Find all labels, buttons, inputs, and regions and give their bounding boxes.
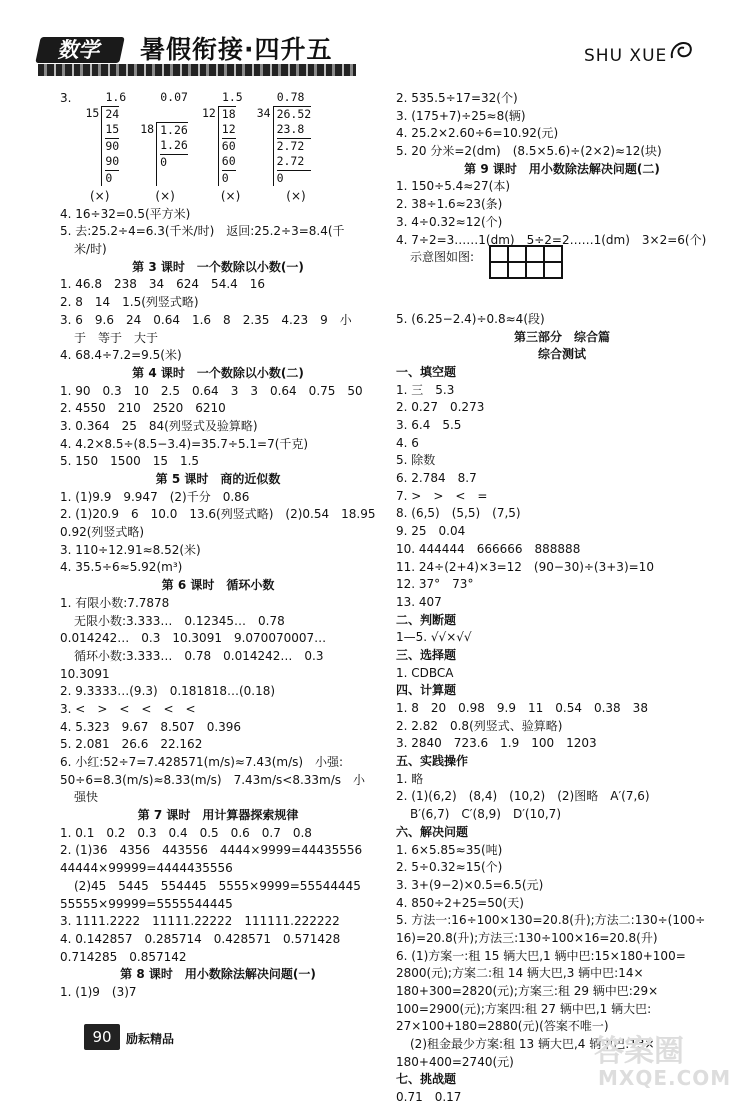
answer-line: 0.714285 0.857142 <box>60 949 187 964</box>
answer-line: 米/时) <box>74 242 107 257</box>
answer-line: 6. 2.784 8.7 <box>396 471 477 486</box>
section-heading: 五、实践操作 <box>396 754 469 769</box>
swirl-icon <box>668 38 694 64</box>
answer-line: 3. 110÷12.91≈8.52(米) <box>60 542 201 557</box>
division-step: 90 <box>105 154 119 171</box>
answer-line: 1. 三 5.3 <box>396 382 455 397</box>
answer-line: 2. (1)20.9 6 10.0 13.6(列竖式略) (2)0.54 18.95 <box>60 507 376 522</box>
division-step: 15 <box>105 122 119 139</box>
section-heading: 四、计算题 <box>396 683 457 698</box>
answer-line: 3. 6.4 5.5 <box>396 418 462 432</box>
section-heading: 三、选择题 <box>396 647 457 662</box>
long-division <box>85 90 126 186</box>
check-mark: (×) <box>286 189 306 203</box>
answer-line: 55555×99999=5555544445 <box>60 896 233 911</box>
answer-line: 3. 3+(9−2)×0.5=6.5(元) <box>396 877 544 892</box>
answer-line: 3. 2840 723.6 1.9 100 1203 <box>396 736 597 751</box>
answer-line: 180+300=2820(元);方案三:租 29 辆中巴:29× <box>396 984 659 998</box>
answer-line: 180+400=2740(元) <box>396 1054 514 1069</box>
subject-badge: 数学 <box>35 37 125 63</box>
division-step: 2.72 <box>277 154 312 171</box>
answer-line: 7. > > < = <box>396 488 488 503</box>
answer-line: 4. 850÷2+25=50(天) <box>396 895 524 910</box>
answer-line: 4. 4.2×8.5÷(8.5−3.4)=35.7÷5.1=7(千克) <box>60 436 309 451</box>
division-step: 0 <box>105 170 113 185</box>
section-heading: 一、填空题 <box>396 364 457 379</box>
division-step: 26.52 <box>276 106 312 121</box>
page-header <box>0 0 750 82</box>
answer-line: 10. 444444 666666 888888 <box>396 541 581 556</box>
answer-line: 1. 46.8 238 34 624 54.4 16 <box>60 277 266 292</box>
section-heading: 二、判断题 <box>396 612 457 627</box>
long-division <box>140 90 188 186</box>
answer-line: 9. 25 0.04 <box>396 524 466 539</box>
quotient: 1.6 <box>105 90 127 104</box>
book-title: 暑假衔接·四升五 <box>140 35 333 64</box>
answer-line: 2. 535.5÷17=32(个) <box>396 91 518 105</box>
section-heading: 综合测试 <box>537 347 586 362</box>
answer-line: 于 等于 大于 <box>74 330 159 345</box>
left-column <box>60 90 376 1002</box>
answer-line: 6. (1)方案一:租 15 辆大巴,1 辆中巴:15×180+100= <box>396 948 686 963</box>
answer-line: 1. (1)9 (3)7 <box>60 984 137 999</box>
answer-line: 1. 150÷5.4≈27(本) <box>396 179 510 194</box>
answer-line: 2. 4550 210 2520 6210 <box>60 401 226 416</box>
answer-line: 5. 20 分米=2(dm) (8.5×5.6)÷(2×2)≈12(块) <box>396 144 662 159</box>
answer-line: 1. 略 <box>396 771 424 786</box>
watermark-text: 答案圈 <box>594 1034 684 1069</box>
division-step: 18 <box>221 106 236 121</box>
answer-line: 3. 6 9.6 24 0.64 1.6 8 2.35 4.23 9 小 <box>60 312 352 327</box>
answer-line: 4. 68.4÷7.2=9.5(米) <box>60 348 182 363</box>
divisor: 15 <box>85 105 100 120</box>
answer-line: 示意图如图: <box>410 250 475 265</box>
answer-line: 2. (1)36 4356 443556 4444×9999=44435556 <box>60 843 363 858</box>
check-mark: (×) <box>220 189 241 203</box>
answer-line: 1. 6×5.85≈35(吨) <box>396 842 503 857</box>
answer-line: 3. 0.364 25 84(列竖式及验算略) <box>60 418 258 433</box>
subject-pinyin: SHU XUE <box>584 46 668 66</box>
answer-line: 4. 7÷2=3……1(dm) 5÷2=2……1(dm) 3×2=6(个) <box>396 232 707 247</box>
division-step: 1.26 <box>160 138 188 155</box>
section-heading: 第 6 课时 循环小数 <box>161 578 275 593</box>
division-step: 60 <box>222 154 236 171</box>
answer-line: 5. 方法一:16÷100×130=20.8(升);方法二:130÷(100÷ <box>396 913 706 928</box>
answer-line: 1. CDBCA <box>396 665 454 680</box>
answer-line: 0.92(列竖式略) <box>60 525 145 540</box>
check-mark: (×) <box>90 189 110 203</box>
answer-line: 3. < > < < < < <box>60 701 196 716</box>
quotient: 1.5 <box>221 90 243 104</box>
answer-line: 4. 5.323 9.67 8.507 0.396 <box>60 719 242 734</box>
divisor: 12 <box>201 105 216 120</box>
answer-line: 无限小数:3.333… 0.12345… 0.78 <box>74 613 285 628</box>
answer-line: 12. 37° 73° <box>396 577 474 592</box>
answer-line: 4. 0.142857 0.285714 0.428571 0.571428 <box>60 931 341 946</box>
grid-diagram <box>489 245 563 279</box>
answer-line: 5. 150 1500 15 1.5 <box>60 454 200 469</box>
answer-line: 循环小数:3.333… 0.78 0.014242… 0.3 <box>74 648 324 663</box>
quotient: 0.78 <box>276 90 305 104</box>
division-step: 1.26 <box>160 122 188 137</box>
answer-line: 2. (1)(6,2) (8,4) (10,2) (2)图略 A′(7,6) <box>396 789 650 804</box>
division-step: 2.72 <box>276 138 305 153</box>
answer-line: (2)45 5445 554445 5555×9999=55544445 <box>74 878 361 893</box>
answer-line: 13. 407 <box>396 594 442 609</box>
answer-line: 5. (6.25−2.4)÷0.8≈4(段) <box>396 311 545 326</box>
long-division <box>257 90 311 186</box>
long-division-row <box>60 90 376 186</box>
answer-line: 5. 去:25.2÷4=6.3(千米/时) 返回:25.2÷3=8.4(千 <box>60 224 345 239</box>
check-mark: (×) <box>155 189 175 203</box>
answer-line: 0.71 0.17 <box>396 1090 462 1105</box>
quotient: 0.07 <box>160 90 188 104</box>
section-heading: 第 5 课时 商的近似数 <box>155 472 281 486</box>
answer-line: 2. 0.27 0.273 <box>396 400 485 415</box>
section-heading: 第 9 课时 用小数除法解决问题(二) <box>464 161 660 176</box>
division-step: 23.8 <box>277 122 312 139</box>
division-step: 0 <box>221 170 229 185</box>
answer-line: 27×100+180=2880(元)(答案不唯一) <box>396 1019 609 1034</box>
answer-line: B′(6,7) C′(8,9) D′(10,7) <box>410 807 562 822</box>
answer-line: 1—5. √√×√√ <box>396 630 472 645</box>
answer-line: 100=2900(元);方案四:租 27 辆中巴,1 辆大巴: <box>396 1001 652 1016</box>
footer-brand: 励耘精品 <box>126 1032 175 1046</box>
answer-line: 2. 8 14 1.5(列竖式略) <box>60 295 199 310</box>
answer-line: 强快 <box>74 790 99 805</box>
answer-line: 2800(元);方案二:租 14 辆大巴,3 辆中巴:14× <box>396 966 644 981</box>
answer-line: 5. 除数 <box>396 453 436 468</box>
answer-line: 3. 1111.2222 11111.22222 111111.222222 <box>60 914 340 929</box>
answer-line: 8. (6,5) (5,5) (7,5) <box>396 506 521 521</box>
division-step: 12 <box>222 122 236 139</box>
watermark-url: MXQE.COM <box>598 1066 732 1090</box>
answer-line: 6. 小红:52÷7=7.428571(m/s)≈7.43(m/s) 小强: <box>60 755 344 769</box>
division-step: 60 <box>221 138 236 153</box>
answer-line: 5. 2.081 26.6 22.162 <box>60 737 203 752</box>
division-step: 90 <box>105 138 120 153</box>
section-heading: 第 3 课时 一个数除以小数(一) <box>132 259 304 274</box>
answer-line: 4. 6 <box>396 435 419 450</box>
right-column <box>396 90 728 1107</box>
section-heading: 第三部分 综合篇 <box>513 329 610 344</box>
answer-line: (2)租金最少方案:租 13 辆大巴,4 辆中巴:13× <box>410 1037 655 1052</box>
division-marks <box>60 188 376 206</box>
answer-line: 4. 35.5÷6≈5.92(m³) <box>60 560 183 575</box>
answer-line: 4. 16÷32=0.5(平方米) <box>60 206 191 221</box>
divisor: 34 <box>256 105 271 120</box>
answer-line: 1. (1)9.9 9.947 (2)千分 0.86 <box>60 489 250 504</box>
section-heading: 第 8 课时 用小数除法解决问题(一) <box>120 967 316 982</box>
decorative-band <box>38 64 356 76</box>
answer-line: 50÷6=8.3(m/s)≈8.33(m/s) 7.43m/s<8.33m/s 小 <box>60 772 366 787</box>
answer-line: 1. 90 0.3 10 2.5 0.64 3 3 0.64 0.75 50 <box>60 383 363 398</box>
long-division <box>202 90 243 186</box>
answer-line: 2. 38÷1.6≈23(条) <box>396 197 503 212</box>
page-number: 90 <box>84 1024 120 1050</box>
division-step: 0 <box>160 154 168 169</box>
answer-line: 4. 25.2×2.60÷6=10.92(元) <box>396 126 559 141</box>
division-step: 24 <box>105 106 120 121</box>
answer-line: 11. 24÷(2+4)×3=12 (90−30)÷(3+3)=10 <box>396 559 654 574</box>
page-footer <box>60 1022 200 1052</box>
answer-line: 2. 5÷0.32≈15(个) <box>396 860 503 875</box>
section-heading: 第 4 课时 一个数除以小数(二) <box>132 365 304 380</box>
answer-line: 0.014242… 0.3 10.3091 9.070070007… <box>60 631 327 646</box>
answer-line: 1. 0.1 0.2 0.3 0.4 0.5 0.6 0.7 0.8 <box>60 825 312 840</box>
answer-line: 1. 有限小数:7.7878 <box>60 595 170 610</box>
answer-line: 2. 2.82 0.8(列竖式、验算略) <box>396 718 563 733</box>
divisor: 18 <box>140 121 155 136</box>
answer-line: 3. 4÷0.32≈12(个) <box>396 214 503 229</box>
answer-line: 2. 9.3333…(9.3) 0.181818…(0.18) <box>60 684 276 699</box>
division-step: 0 <box>276 170 284 185</box>
answer-line: 16)=20.8(升);方法三:130÷100×16=20.8(升) <box>396 930 658 945</box>
answer-line: 3. (175+7)÷25≈8(辆) <box>396 108 526 123</box>
answer-line: 10.3091 <box>60 666 110 681</box>
section-heading: 六、解决问题 <box>396 824 469 839</box>
answer-line: 1. 8 20 0.98 9.9 11 0.54 0.38 38 <box>396 701 648 715</box>
division-label: 3. <box>60 91 72 105</box>
section-heading: 第 7 课时 用计算器探索规律 <box>137 808 299 823</box>
answer-line: 44444×99999=4444435556 <box>60 861 233 876</box>
section-heading: 七、挑战题 <box>396 1072 457 1087</box>
